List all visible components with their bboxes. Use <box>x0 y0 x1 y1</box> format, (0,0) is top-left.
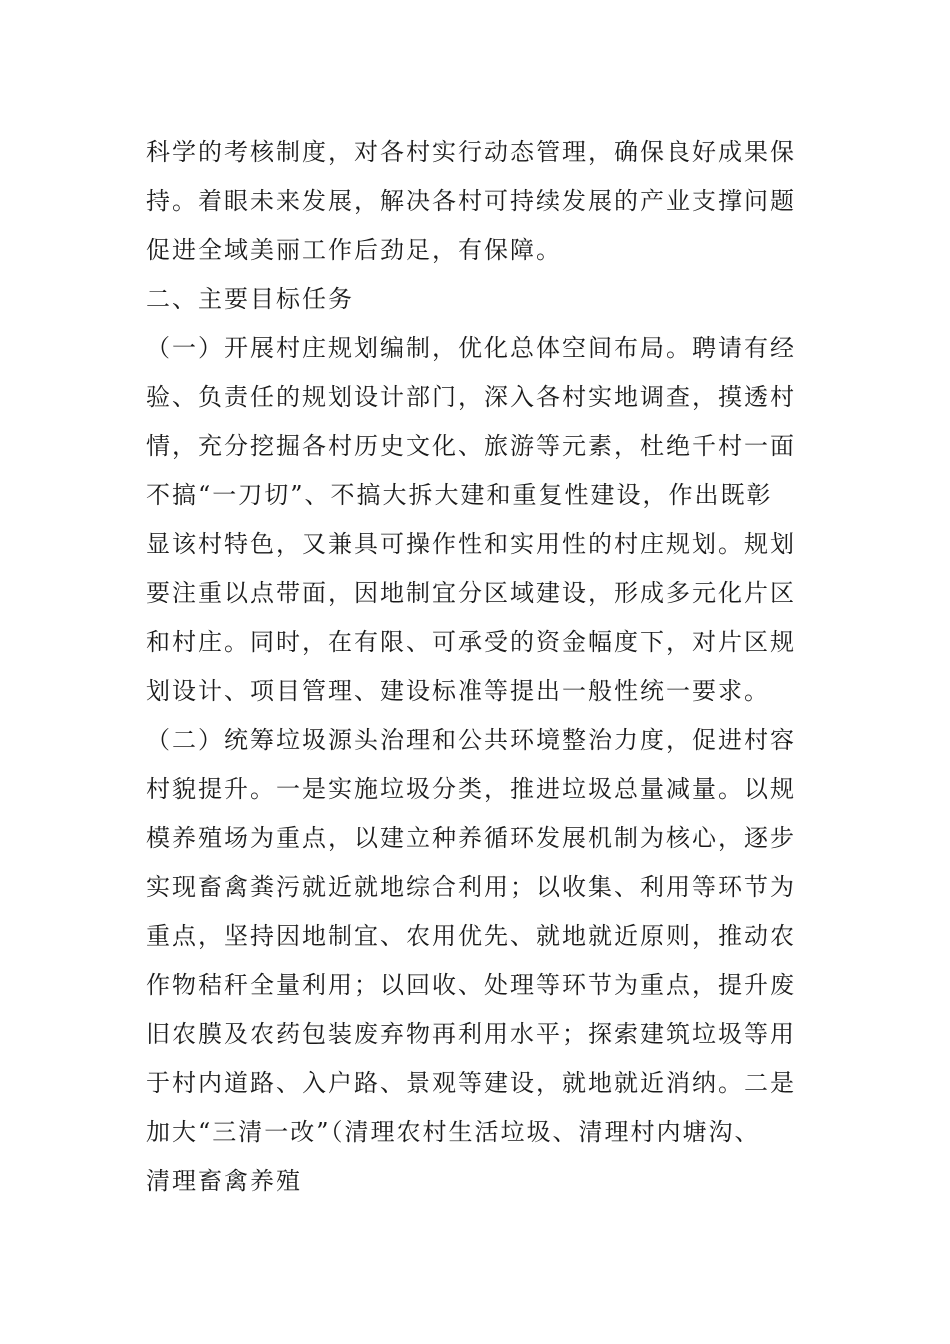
text-line: 要注重以点带面，因地制宜分区域建设，形成多元化片区 <box>146 579 796 607</box>
text-line: 加大“三清一改”（清理农村生活垃圾、清理村内塘沟、 <box>146 1118 761 1146</box>
text-line: 促进全域美丽工作后劲足，有保障。 <box>146 236 562 264</box>
text-line: 和村庄。同时，在有限、可承受的资金幅度下，对片区规 <box>146 628 796 656</box>
text-line: 科学的考核制度，对各村实行动态管理，确保良好成果保 <box>146 138 796 166</box>
section-heading: 二、主要目标任务 <box>146 285 354 313</box>
text-line: 作物秸秆全量利用；以回收、处理等环节为重点，提升废 <box>146 971 796 999</box>
text-line: 情，充分挖掘各村历史文化、旅游等元素，杜绝千村一面 <box>146 432 796 460</box>
text-line: 旧农膜及农药包装废弃物再利用水平；探索建筑垃圾等用 <box>146 1020 796 1048</box>
text-line: 模养殖场为重点，以建立种养循环发展机制为核心，逐步 <box>146 824 796 852</box>
text-line: （一）开展村庄规划编制，优化总体空间布局。聘请有经 <box>146 334 796 362</box>
text-line: 村貌提升。一是实施垃圾分类，推进垃圾总量减量。以规 <box>146 775 796 803</box>
text-line: 显该村特色，又兼具可操作性和实用性的村庄规划。规划 <box>146 530 796 558</box>
text-line: 验、负责任的规划设计部门，深入各村实地调查，摸透村 <box>146 383 796 411</box>
text-line: 实现畜禽粪污就近就地综合利用；以收集、利用等环节为 <box>146 873 796 901</box>
text-line: 划设计、项目管理、建设标准等提出一般性统一要求。 <box>146 677 770 705</box>
text-line: 持。着眼未来发展，解决各村可持续发展的产业支撑问题 <box>146 187 796 215</box>
text-line: 于村内道路、入户路、景观等建设，就地就近消纳。二是 <box>146 1069 796 1097</box>
document-body <box>146 128 806 1206</box>
text-line: 不搞“一刀切”、不搞大拆大建和重复性建设，作出既彰 <box>146 481 773 509</box>
text-line: （二）统筹垃圾源头治理和公共环境整治力度，促进村容 <box>146 726 796 754</box>
text-line: 清理畜禽养殖 <box>146 1167 302 1195</box>
text-line: 重点，坚持因地制宜、农用优先、就地就近原则，推动农 <box>146 922 796 950</box>
